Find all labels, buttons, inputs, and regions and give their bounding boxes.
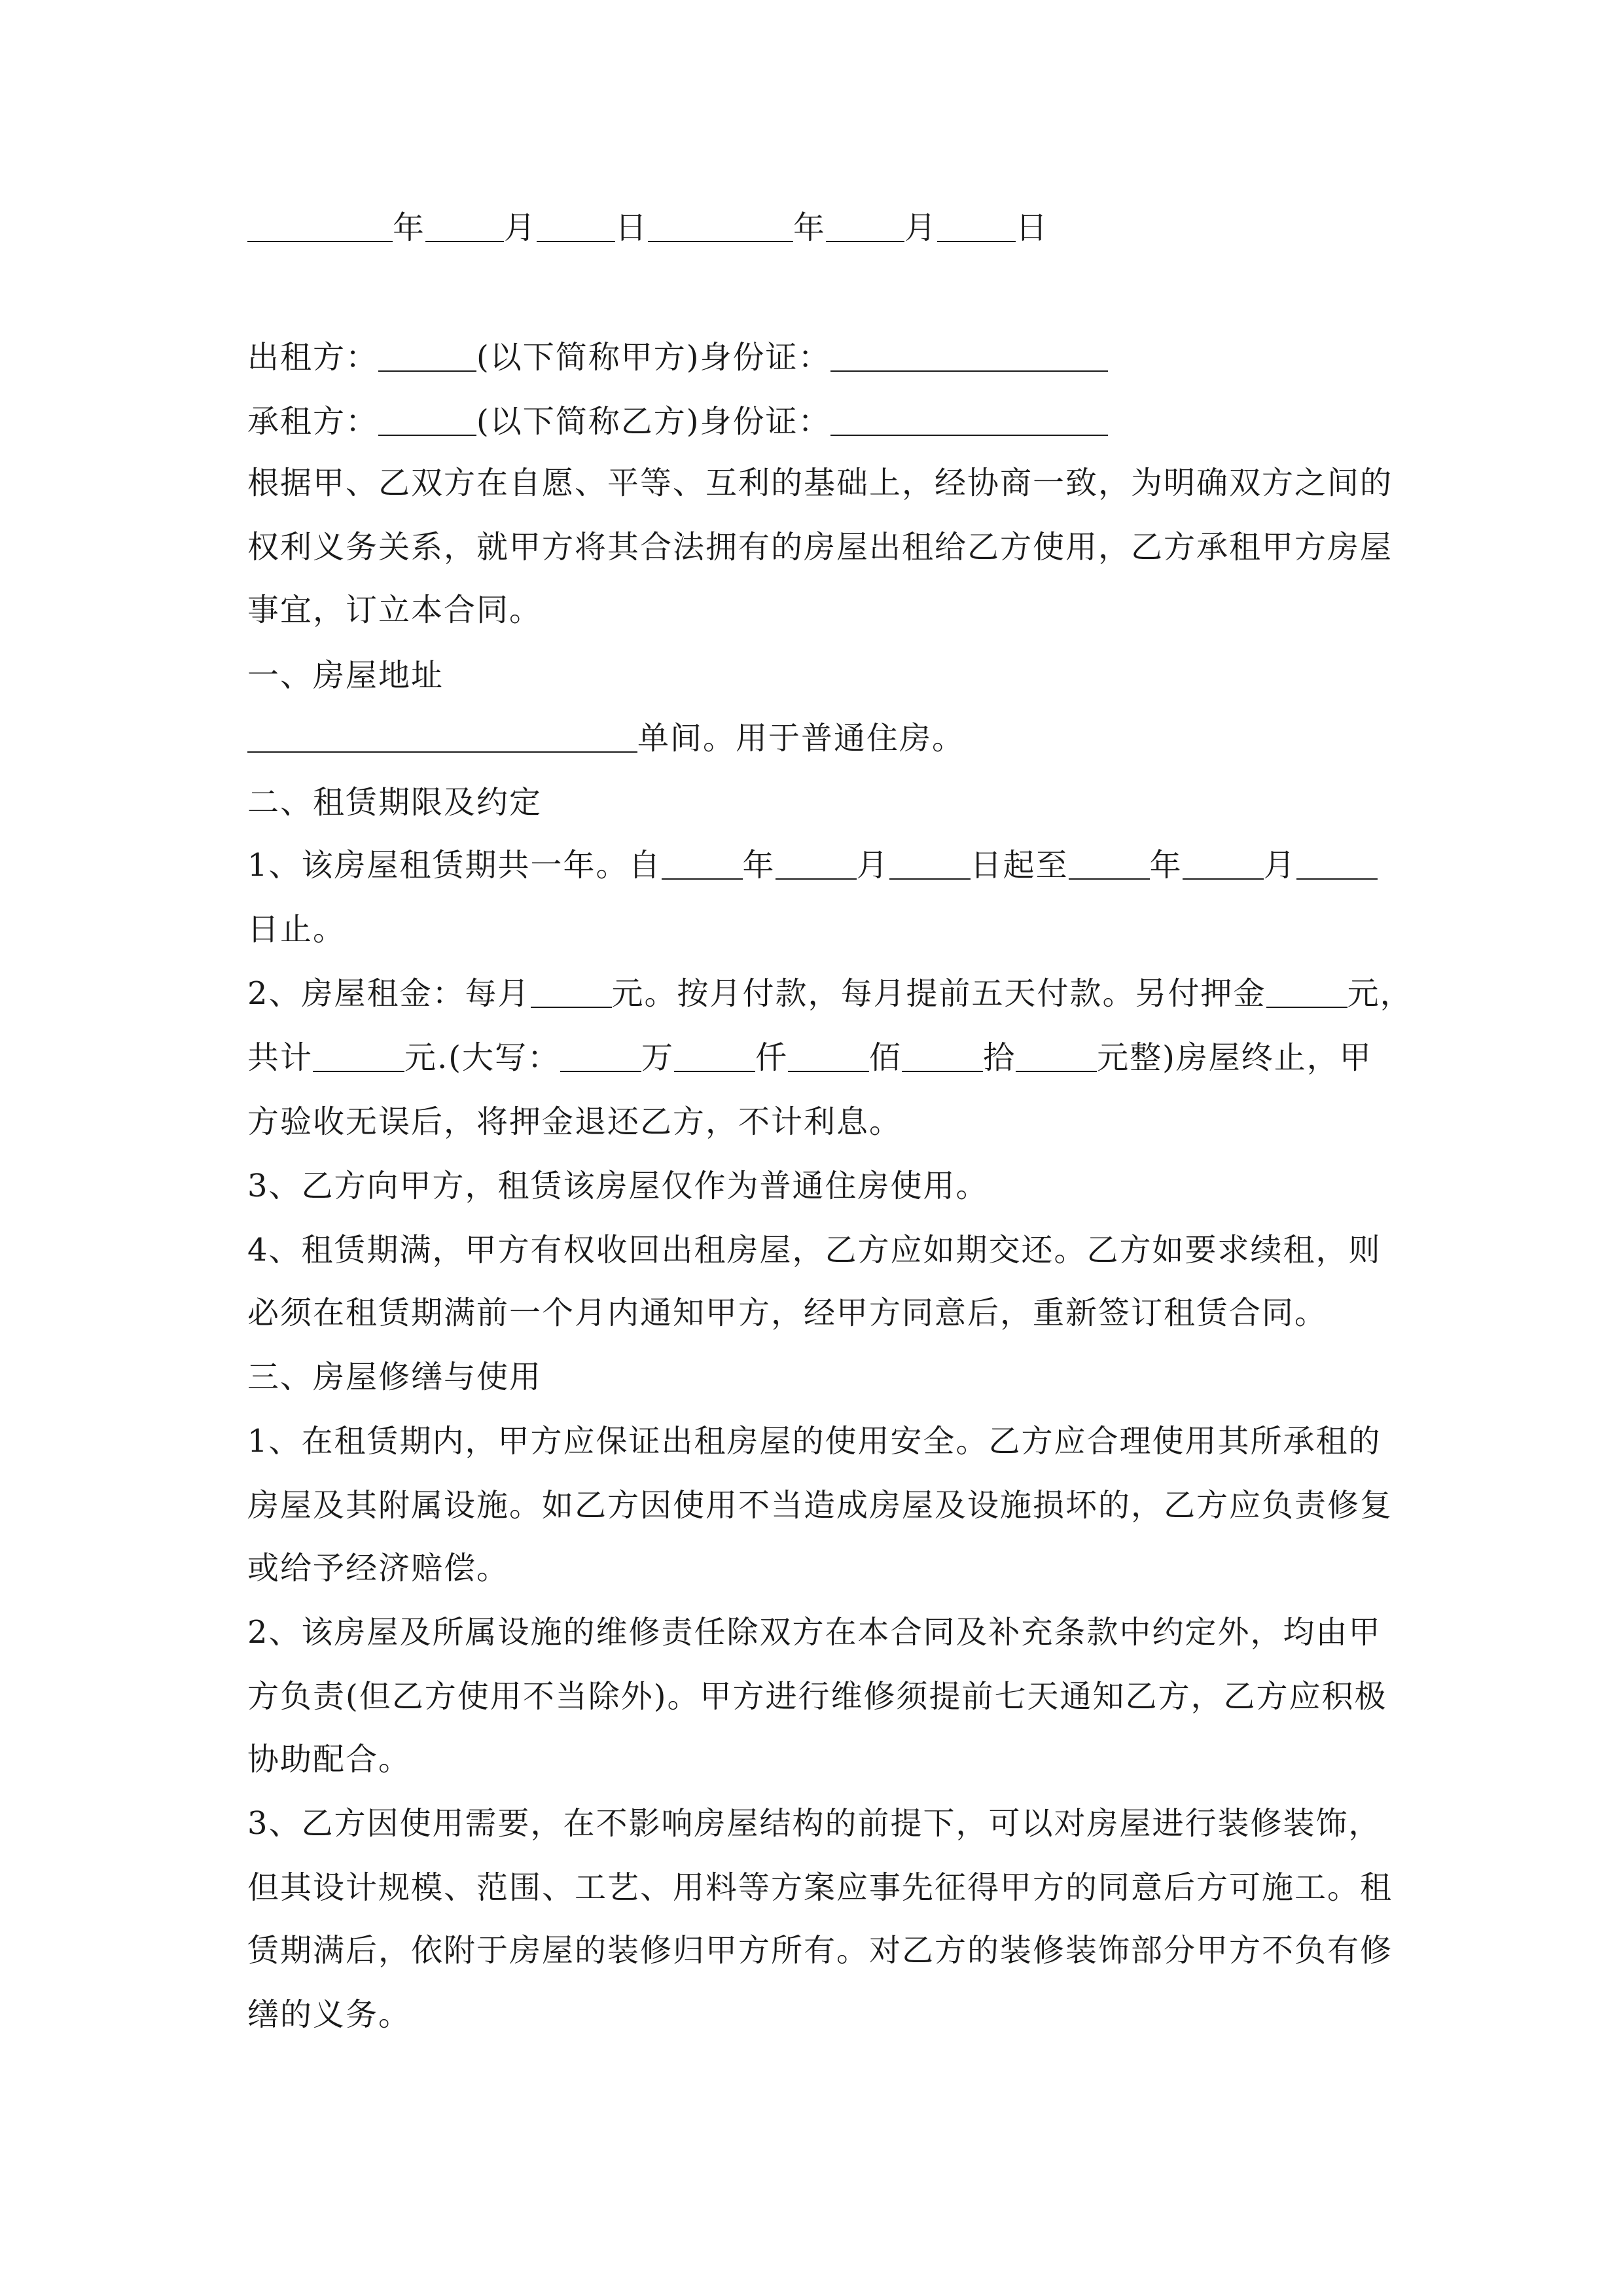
term-end-month: 月 xyxy=(1263,847,1296,884)
qian-label: 仟 xyxy=(755,1039,789,1076)
usage-clause: 3、乙方向甲方，租赁该房屋仅作为普通住房使用。 xyxy=(247,1168,989,1204)
bai-blank xyxy=(788,1042,869,1072)
repair-3-line-3: 赁期满后，依附于房屋的装修归甲方所有。对乙方的装修装饰部分甲方不负有修 xyxy=(247,1932,1393,1969)
blank-year-1 xyxy=(247,212,393,242)
date-day-2: 日 xyxy=(1016,209,1049,246)
date-year-2: 年 xyxy=(793,209,827,246)
repair-3-line-2: 但其设计规模、范围、工艺、用料等方案应事先征得甲方的同意后方可施工。租 xyxy=(247,1869,1393,1906)
term-end-day-blank xyxy=(1296,850,1378,880)
monthly-rent-blank xyxy=(531,978,612,1008)
term-end-month-blank xyxy=(1183,850,1264,880)
term-end-year: 年 xyxy=(1149,847,1183,884)
renewal-line-1: 4、租赁期满，甲方有权收回出租房屋，乙方应如期交还。乙方如要求续租，则 xyxy=(247,1232,1382,1268)
term-start-month-blank xyxy=(776,850,857,880)
repair-3-line-4: 缮的义务。 xyxy=(247,1996,412,2033)
lessor-line xyxy=(247,338,1108,377)
total-unit: 元.(大写： xyxy=(404,1039,561,1076)
section-3-heading: 三、房屋修缮与使用 xyxy=(247,1359,543,1395)
preamble-line-2: 权利义务关系，就甲方将其合法拥有的房屋出租给乙方使用，乙方承租甲方房屋 xyxy=(247,529,1393,565)
bai-label: 佰 xyxy=(869,1039,902,1076)
term-start-year: 年 xyxy=(742,847,776,884)
deposit-unit: 元， xyxy=(1347,975,1413,1012)
shi-blank xyxy=(902,1042,983,1072)
repair-2-line-3: 协助配合。 xyxy=(247,1741,412,1778)
lessee-name-blank xyxy=(378,406,476,436)
blank-day-1 xyxy=(537,212,615,242)
term-start-month: 月 xyxy=(856,847,889,884)
term-start-day: 日起至 xyxy=(970,847,1069,884)
rent-tail: 元整)房屋终止，甲 xyxy=(1097,1039,1372,1076)
qian-blank xyxy=(674,1042,755,1072)
repair-2-line-2: 方负责(但乙方使用不当除外)。甲方进行维修须提前七天通知乙方，乙方应积极 xyxy=(247,1678,1387,1715)
repair-1-line-3: 或给予经济赔偿。 xyxy=(247,1550,510,1587)
lessor-name-blank xyxy=(378,342,476,372)
term-start-year-blank xyxy=(662,850,743,880)
address-line xyxy=(247,719,965,758)
section-2-heading: 二、租赁期限及约定 xyxy=(247,784,543,821)
lessor-label: 出租方： xyxy=(247,339,379,376)
lessee-line xyxy=(247,402,1108,441)
wan-blank xyxy=(560,1042,641,1072)
rent-line-2 xyxy=(247,1038,1372,1077)
repair-2-line-1: 2、该房屋及所属设施的维修责任除双方在本合同及补充条款中约定外，均由甲 xyxy=(247,1614,1382,1651)
lessee-id-blank xyxy=(830,406,1108,436)
yuan-blank xyxy=(1016,1042,1097,1072)
rent-line-3: 方验收无误后，将押金退还乙方，不计利息。 xyxy=(247,1103,902,1140)
preamble-line-3: 事宜，订立本合同。 xyxy=(247,592,543,628)
preamble-line-1: 根据甲、乙双方在自愿、平等、互利的基础上，经协商一致，为明确双方之间的 xyxy=(247,465,1393,501)
address-suffix: 单间。用于普通住房。 xyxy=(637,720,965,757)
repair-3-line-1: 3、乙方因使用需要，在不影响房屋结构的前提下，可以对房屋进行装修装饰， xyxy=(247,1805,1382,1842)
renewal-line-2: 必须在租赁期满前一个月内通知甲方，经甲方同意后，重新签订租赁合同。 xyxy=(247,1295,1328,1331)
date-month-2: 月 xyxy=(904,209,938,246)
lessee-abbrev: (以下简称乙方)身份证： xyxy=(476,403,831,440)
total-label: 共计 xyxy=(247,1039,313,1076)
section-1-heading: 一、房屋地址 xyxy=(247,657,444,694)
rent-line-1 xyxy=(247,974,1413,1013)
address-blank xyxy=(247,723,637,753)
rent-terms: 元。按月付款，每月提前五天付款。另付押金 xyxy=(611,975,1266,1012)
date-day-1: 日 xyxy=(615,209,649,246)
blank-year-2 xyxy=(648,212,793,242)
wan-label: 万 xyxy=(641,1039,675,1076)
shi-label: 拾 xyxy=(983,1039,1016,1076)
lease-term-prefix: 1、该房屋租赁期共一年。自 xyxy=(247,847,662,884)
term-start-day-blank xyxy=(889,850,971,880)
repair-1-line-1: 1、在租赁期内，甲方应保证出租房屋的使用安全。乙方应合理使用其所承租的 xyxy=(247,1423,1382,1460)
total-blank xyxy=(313,1042,404,1072)
rent-prefix: 2、房屋租金：每月 xyxy=(247,975,531,1012)
lease-term-line-1 xyxy=(247,846,1378,885)
date-month-1: 月 xyxy=(504,209,537,246)
date-year-1: 年 xyxy=(393,209,426,246)
blank-day-2 xyxy=(937,212,1016,242)
deposit-blank xyxy=(1266,978,1347,1008)
lessee-label: 承租方： xyxy=(247,403,379,440)
lessor-id-blank xyxy=(830,342,1108,372)
blank-month-2 xyxy=(826,212,904,242)
blank-month-1 xyxy=(425,212,504,242)
date-line xyxy=(247,208,1048,247)
lessor-abbrev: (以下简称甲方)身份证： xyxy=(476,339,831,376)
term-end-year-blank xyxy=(1069,850,1150,880)
lease-term-line-2: 日止。 xyxy=(247,911,346,948)
repair-1-line-2: 房屋及其附属设施。如乙方因使用不当造成房屋及设施损坏的，乙方应负责修复 xyxy=(247,1487,1393,1524)
